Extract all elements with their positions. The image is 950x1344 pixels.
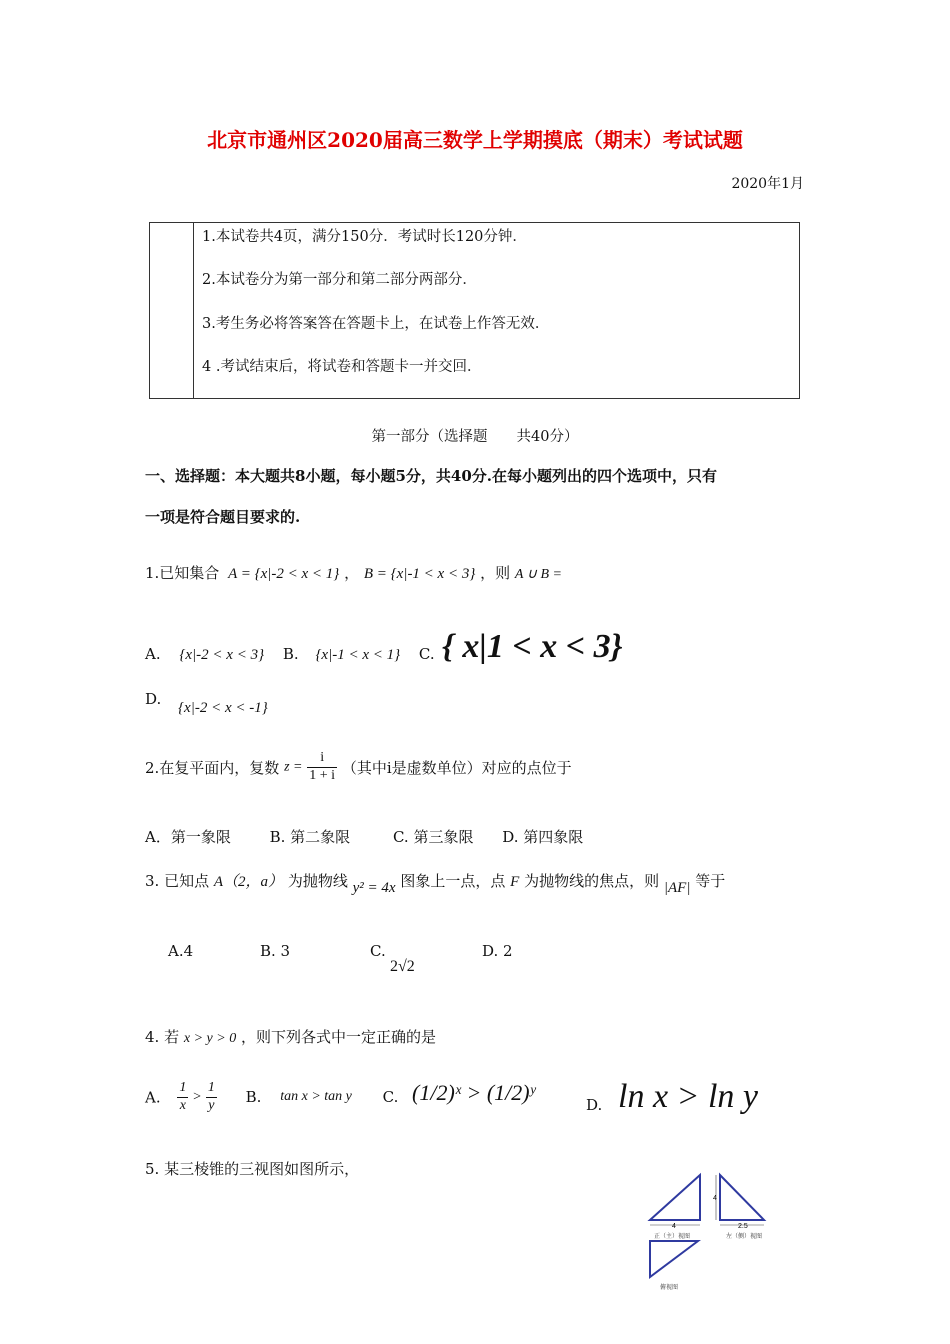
front-dimension-label: 4 [672,1223,676,1230]
option-d: {x|-2 < x < -1} [178,700,268,716]
option-a: {x|-2 < x < 3} [179,647,265,663]
section-one-instructions-2: 一项是符合题目要求的. [145,508,301,526]
fraction-one-over-y [206,1080,217,1115]
option-d: D. 第四象限 [502,828,584,846]
notice-line-2: 2.本试卷分为第一部分和第二部分两部分． [202,272,477,288]
option-c-label: C. [418,645,435,663]
then-word: ，则 [480,564,511,582]
option-b-label: B. [245,1088,262,1107]
greater-than: > [193,1089,202,1105]
question-1-option-d [145,690,268,716]
z-equals: z = [284,759,303,775]
question-3-stem [145,870,726,896]
option-c: (1/2)ˣ > (1/2)ʸ [412,1080,536,1105]
option-b: {x|-1 < x < 1} [315,647,401,663]
side-dimension-label: 2.5 [738,1223,748,1230]
side-view-caption: 左（侧）视图 [726,1234,763,1240]
set-b: B = {x|-1 < x < 3} [363,566,476,582]
question-4-options [145,1080,398,1115]
question-4-text-a: 4. 若 [145,1028,180,1046]
option-b: B. 第二象限 [269,828,351,846]
side-view-triangle [720,1175,764,1220]
part-one-heading: 第一部分（选择题 共40分） [371,429,579,445]
question-2-rest: （其中i是虚数单位）对应的点位于 [341,758,572,777]
question-4-stem [145,1026,436,1047]
notice-divider [193,223,194,398]
option-a: A．第一象限 [145,828,231,846]
option-a-label: A. [145,645,161,663]
question-3-option-d: D. 2 [482,942,513,960]
question-2-stem [145,750,572,785]
fraction-numerator: i [307,750,337,768]
notice-line-4: 4 .考试结束后，将试卷和答题卡一并交回． [202,359,482,375]
option-d-label: D. [586,1096,603,1114]
three-view-figure [640,1165,780,1295]
question-1-stem [145,562,562,583]
set-a: A = {x|-2 < x < 1} [228,566,340,582]
notice-line-3: 3.考生务必将答案答在答题卡上，在试卷上作答无效． [202,316,550,332]
focus-f: F [510,874,520,890]
option-d: ln x > ln y [618,1078,759,1115]
question-3-option-c-label: C. [370,942,386,960]
option-c-label: C. [382,1088,399,1107]
condition: x > y > 0 [183,1031,237,1046]
question-1-text: 1.已知集合 [145,564,220,582]
fraction-i-over-1-plus-i [307,750,337,785]
exam-title: 北京市通州区2020届高三数学上学期摸底（期末）考试试题 [207,128,743,152]
option-b-label: B. [282,645,299,663]
parabola-equation: y² = 4x [352,880,396,896]
question-3-text-e: 等于 [695,872,726,890]
section-one-instructions-1: 一、选择题：本大题共8小题，每小题5分，共40分.在每小题列出的四个选项中，只有 [145,467,717,485]
question-3-option-a: A.4 [168,942,194,960]
front-view-triangle [650,1175,700,1220]
question-3-option-b: B. 3 [260,942,291,960]
question-3-option-c: 2√2 [390,958,415,975]
notice-line-1: 1.本试卷共4页，满分150分．考试时长120分钟． [202,229,527,245]
distance-af: |AF| [663,880,691,896]
question-3-text-c: 图象上一点，点 [400,872,506,890]
denominator: y [208,1097,215,1113]
option-c: C. 第三象限 [392,828,474,846]
question-1-options [145,645,435,664]
question-2-text: 2.在复平面内，复数 [145,758,280,777]
question-3-text-a: 3. 已知点 [145,872,210,890]
question-4-text-b: ，则下列各式中一定正确的是 [240,1028,436,1046]
option-a-label: A. [145,1088,161,1107]
side-height-label: 4 [713,1195,717,1202]
notice-box [149,222,800,399]
numerator: 1 [206,1080,217,1098]
front-view-caption: 正（主）视图 [654,1234,691,1240]
option-b: tan x > tan y [280,1089,352,1105]
option-d-label: D. [145,690,162,708]
exam-date: 2020年1月 [731,176,804,192]
option-c: { x|1 < x < 3} [442,628,623,665]
question-2-options [145,826,583,847]
numerator: 1 [177,1080,188,1098]
top-view-caption: 俯视图 [660,1285,679,1291]
separator: ， [344,564,360,582]
point-a: A（2，a） [213,874,284,890]
question-5-stem: 5. 某三棱锥的三视图如图所示， [145,1160,360,1178]
union-expression: A ∪ B = [514,567,562,582]
question-3-text-b: 为抛物线 [287,872,348,890]
fraction-one-over-x [177,1080,188,1115]
question-3-text-d: 为抛物线的焦点，则 [524,872,660,890]
top-view-triangle [650,1241,698,1277]
denominator: x [179,1097,186,1113]
fraction-denominator: 1 + i [309,767,336,783]
